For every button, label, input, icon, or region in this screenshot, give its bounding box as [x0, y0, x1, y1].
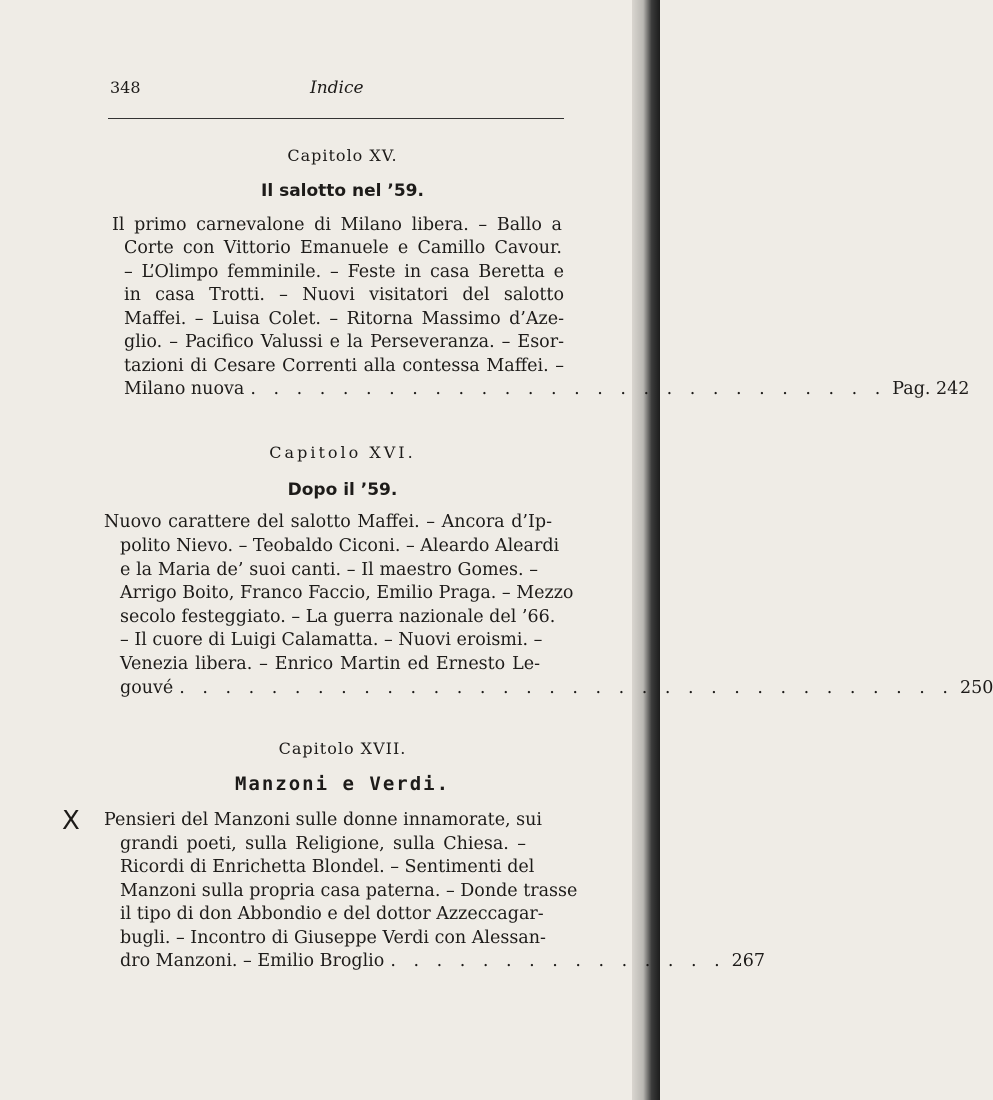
toc-line: il tipo di don Abbondio e del dottor Azzeccagar- [120, 904, 544, 924]
chapter-label: Capitolo XV. [287, 146, 398, 165]
toc-line-leader [124, 378, 970, 400]
toc-line: – L’Olimpo femminile. – Feste in casa Beretta e [124, 262, 564, 282]
dot-leader: . . . . . . . . . . . . . . . . . . . . . . . . . . . . [250, 379, 887, 399]
dot-leader: . . . . . . . . . . . . . . . . . . . . . . . . . . . . . . . . . . [179, 678, 954, 698]
toc-line: Maffei. – Luisa Colet. – Ritorna Massimo d’Aze- [124, 309, 564, 329]
page-reference: 267 [731, 951, 766, 971]
toc-line: Arrigo Boito, Franco Faccio, Emilio Praga. – Mezzo [120, 583, 574, 603]
toc-line: Il primo carnevalone di Milano libera. – Ballo a [112, 215, 562, 235]
chapter-label: Capitolo XVI. [269, 443, 416, 462]
toc-line: Ricordi di Enrichetta Blondel. – Sentimenti del [120, 857, 535, 877]
toc-line: secolo festeggiato. – La guerra nazionale del ’66. [120, 607, 556, 627]
dot-leader: . . . . . . . . . . . . . . . [390, 951, 726, 971]
header-rule [108, 118, 564, 119]
toc-line: e la Maria de’ suoi canti. – Il maestro Gomes. – [120, 560, 538, 580]
margin-mark: X [62, 806, 80, 836]
toc-line-leader [120, 950, 766, 972]
page-edge-shadow [632, 0, 660, 1100]
toc-line: grandi poeti, sulla Religione, sulla Chiesa. – [120, 834, 526, 854]
chapter-title: Manzoni e Verdi. [234, 773, 451, 795]
chapter-title: Dopo il ’59. [287, 480, 398, 500]
toc-line: in casa Trotti. – Nuovi visitatori del salotto [124, 285, 564, 305]
page-reference: Pag. 242 [892, 379, 970, 399]
toc-last-text: Milano nuova [124, 379, 245, 399]
toc-line: glio. – Pacifico Valussi e la Perseveranza. – Esor- [124, 332, 564, 352]
running-title: Indice [310, 78, 364, 98]
page-reference: 250 [959, 678, 993, 698]
toc-line: bugli. – Incontro di Giuseppe Verdi con Alessan- [120, 928, 546, 948]
page-header [110, 78, 565, 102]
toc-line: Corte con Vittorio Emanuele e Camillo Cavour. [124, 238, 562, 258]
toc-line: Pensieri del Manzoni sulle donne innamorate, sui [104, 810, 543, 830]
toc-last-text: dro Manzoni. – Emilio Broglio [120, 951, 385, 971]
chapter-title: Il salotto nel ’59. [261, 181, 424, 201]
toc-line: Manzoni sulla propria casa paterna. – Donde trasse [120, 881, 578, 901]
toc-line: – Il cuore di Luigi Calamatta. – Nuovi eroismi. – [120, 630, 543, 650]
chapter-label: Capitolo XVII. [278, 739, 407, 758]
toc-last-text: gouvé [120, 678, 174, 698]
toc-line-leader [120, 677, 993, 699]
toc-line: Venezia libera. – Enrico Martin ed Ernesto Le- [120, 654, 540, 674]
page-number: 348 [110, 78, 141, 97]
toc-line: Nuovo carattere del salotto Maffei. – Ancora d’Ip- [104, 512, 552, 532]
toc-line: polito Nievo. – Teobaldo Ciconi. – Aleardo Aleardi [120, 536, 560, 556]
toc-line: tazioni di Cesare Correnti alla contessa Maffei. – [124, 356, 564, 376]
